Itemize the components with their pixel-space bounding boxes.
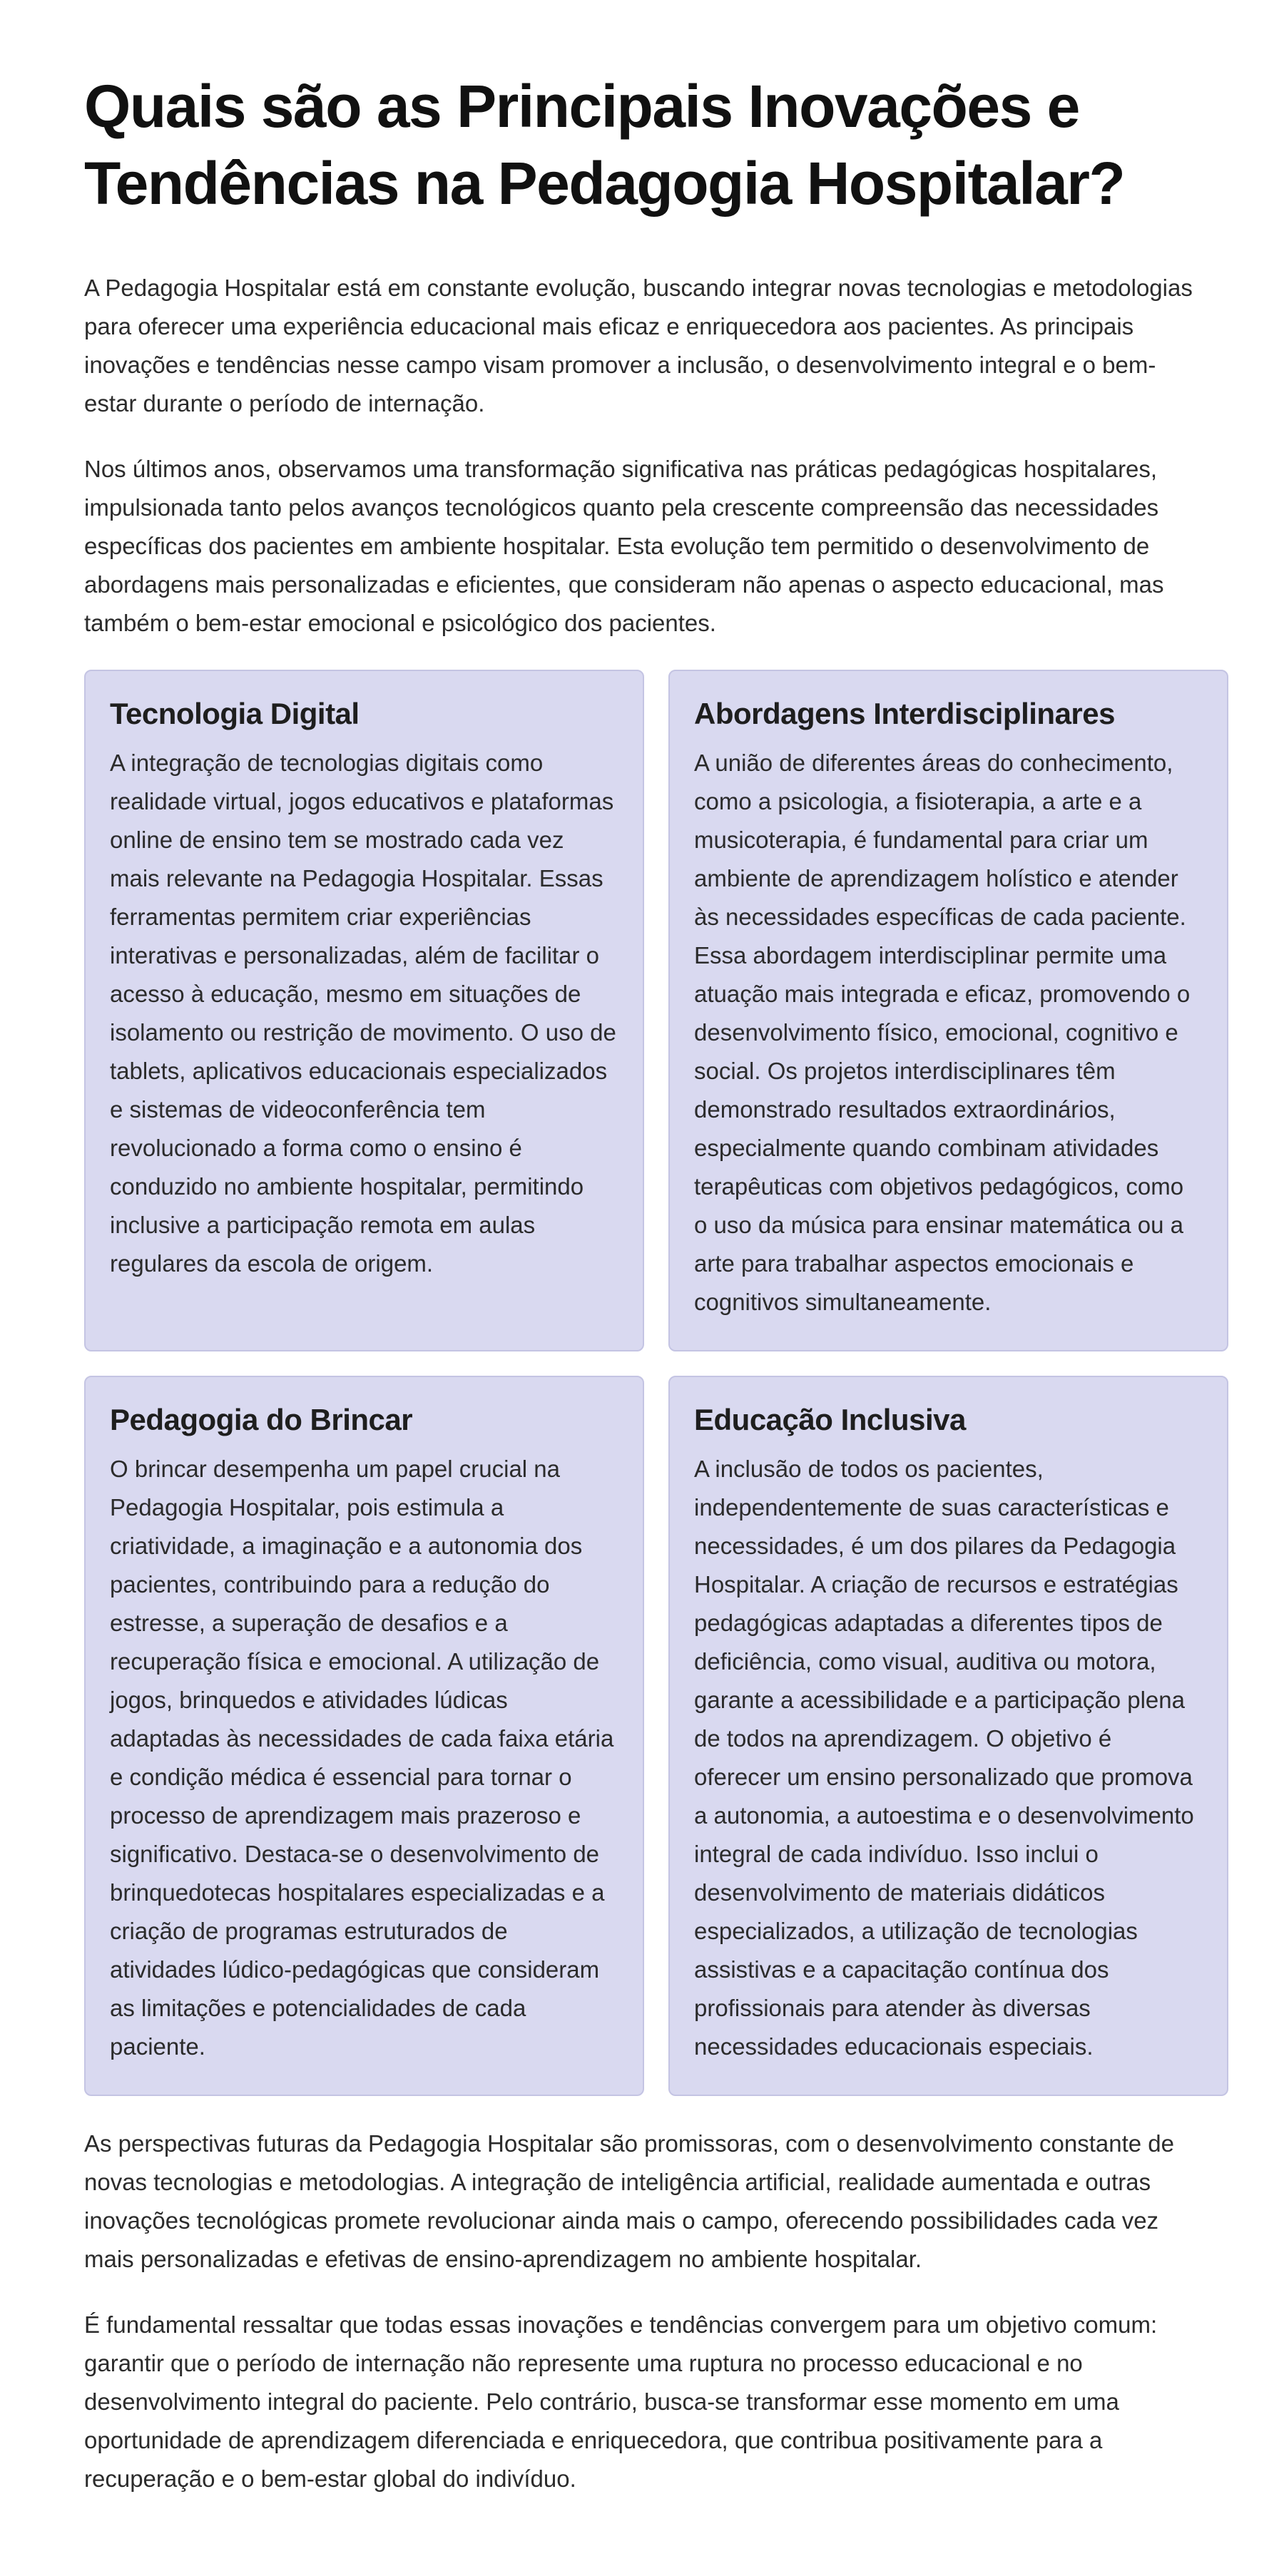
page-title: Quais são as Principais Inovações e Tendências na Pedagogia Hospitalar? bbox=[84, 73, 1125, 217]
card-text: A integração de tecnologias digitais como realidade virtual, jogos educativos e plataformas online de ensino tem se mostrado cada vez mais relevante na Pedagogia Hospitalar. Essas ferramentas permitem criar experiências interativas e personalizadas, além de facilitar o acesso à educação, mesmo em situações de isolamento ou restrição de movimento. O uso de tablets, aplicativos educacionais especializados e sistemas de videoconferência tem revolucionado a forma como o ensino é conduzido no ambiente hospitalar, permitindo inclusive a participação remota em aulas regulares da escola de origem. bbox=[110, 750, 616, 1277]
card-pedagogia-do-brincar bbox=[84, 1376, 644, 2096]
card-title: Abordagens Interdisciplinares bbox=[694, 697, 1115, 730]
card-title: Pedagogia do Brincar bbox=[110, 1403, 413, 1436]
intro-paragraph-2: Nos últimos anos, observamos uma transformação significativa nas práticas pedagógicas hospitalares, impulsionada tanto pelos avanços tecnológicos quanto pela crescente compreensão das necessidades específicas dos pacientes em ambiente hospitalar. Esta evolução tem permitido o desenvolvimento de abordagens mais personalizadas e eficientes, que consideram não apenas o aspecto educacional, mas também o bem-estar emocional e psicológico dos pacientes. bbox=[84, 456, 1164, 636]
outro-paragraph-2: É fundamental ressaltar que todas essas inovações e tendências convergem para um objetivo comum: garantir que o período de internação não represente uma ruptura no processo educacional e no desenvolvimento integral do paciente. Pelo contrário, busca-se transformar esse momento em uma oportunidade de aprendizagem diferenciada e enriquecedora, que contribua positivamente para a recuperação e o bem-estar global do indivíduo. bbox=[84, 2311, 1158, 2492]
trends-card-grid bbox=[84, 670, 1200, 2096]
card-text: O brincar desempenha um papel crucial na Pedagogia Hospitalar, pois estimula a criatividade, a imaginação e a autonomia dos pacientes, contribuindo para a redução do estresse, a superação de desafios e a recuperação física e emocional. A utilização de jogos, brinquedos e atividades lúdicas adaptadas às necessidades de cada faixa etária e condição médica é essencial para tornar o processo de aprendizagem mais prazeroso e significativo. Destaca-se o desenvolvimento de brinquedotecas hospitalares especializadas e a criação de programas estruturados de atividades lúdico-pedagógicas que consideram as limitações e potencialidades de cada paciente. bbox=[110, 1456, 614, 2060]
intro-paragraph-1: A Pedagogia Hospitalar está em constante evolução, buscando integrar novas tecnologias e metodologias para oferecer uma experiência educacional mais eficaz e enriquecedora aos pacientes. As principais inovações e tendências nesse campo visam promover a inclusão, o desenvolvimento integral e o bem-estar durante o período de internação. bbox=[84, 275, 1193, 416]
card-tecnologia-digital bbox=[84, 670, 644, 1351]
card-title: Educação Inclusiva bbox=[694, 1403, 966, 1436]
card-title: Tecnologia Digital bbox=[110, 697, 360, 730]
outro-paragraph-1: As perspectivas futuras da Pedagogia Hospitalar são promissoras, com o desenvolvimento constante de novas tecnologias e metodologias. A integração de inteligência artificial, realidade aumentada e outras inovações tecnológicas promete revolucionar ainda mais o campo, oferecendo possibilidades cada vez mais personalizadas e efetivas de ensino-aprendizagem no ambiente hospitalar. bbox=[84, 2130, 1174, 2272]
card-text: A inclusão de todos os pacientes, independentemente de suas características e necessidades, é um dos pilares da Pedagogia Hospitalar. A criação de recursos e estratégias pedagógicas adaptadas a diferentes tipos de deficiência, como visual, auditiva ou motora, garante a acessibilidade e a participação plena de todos na aprendizagem. O objetivo é oferecer um ensino personalizado que promova a autonomia, a autoestima e o desenvolvimento integral de cada indivíduo. Isso inclui o desenvolvimento de materiais didáticos especializados, a utilização de tecnologias assistivas e a capacitação contínua dos profissionais para atender às diversas necessidades educacionais especiais. bbox=[694, 1456, 1194, 2060]
card-text: A união de diferentes áreas do conhecimento, como a psicologia, a fisioterapia, a arte e a musicoterapia, é fundamental para criar um ambiente de aprendizagem holístico e atender às necessidades específicas de cada paciente. Essa abordagem interdisciplinar permite uma atuação mais integrada e eficaz, promovendo o desenvolvimento físico, emocional, cognitivo e social. Os projetos interdisciplinares têm demonstrado resultados extraordinários, especialmente quando combinam atividades terapêuticas com objetivos pedagógicos, como o uso da música para ensinar matemática ou a arte para trabalhar aspectos emocionais e cognitivos simultaneamente. bbox=[694, 750, 1191, 1315]
card-educacao-inclusiva bbox=[668, 1376, 1228, 2096]
card-abordagens-interdisciplinares bbox=[668, 670, 1228, 1351]
